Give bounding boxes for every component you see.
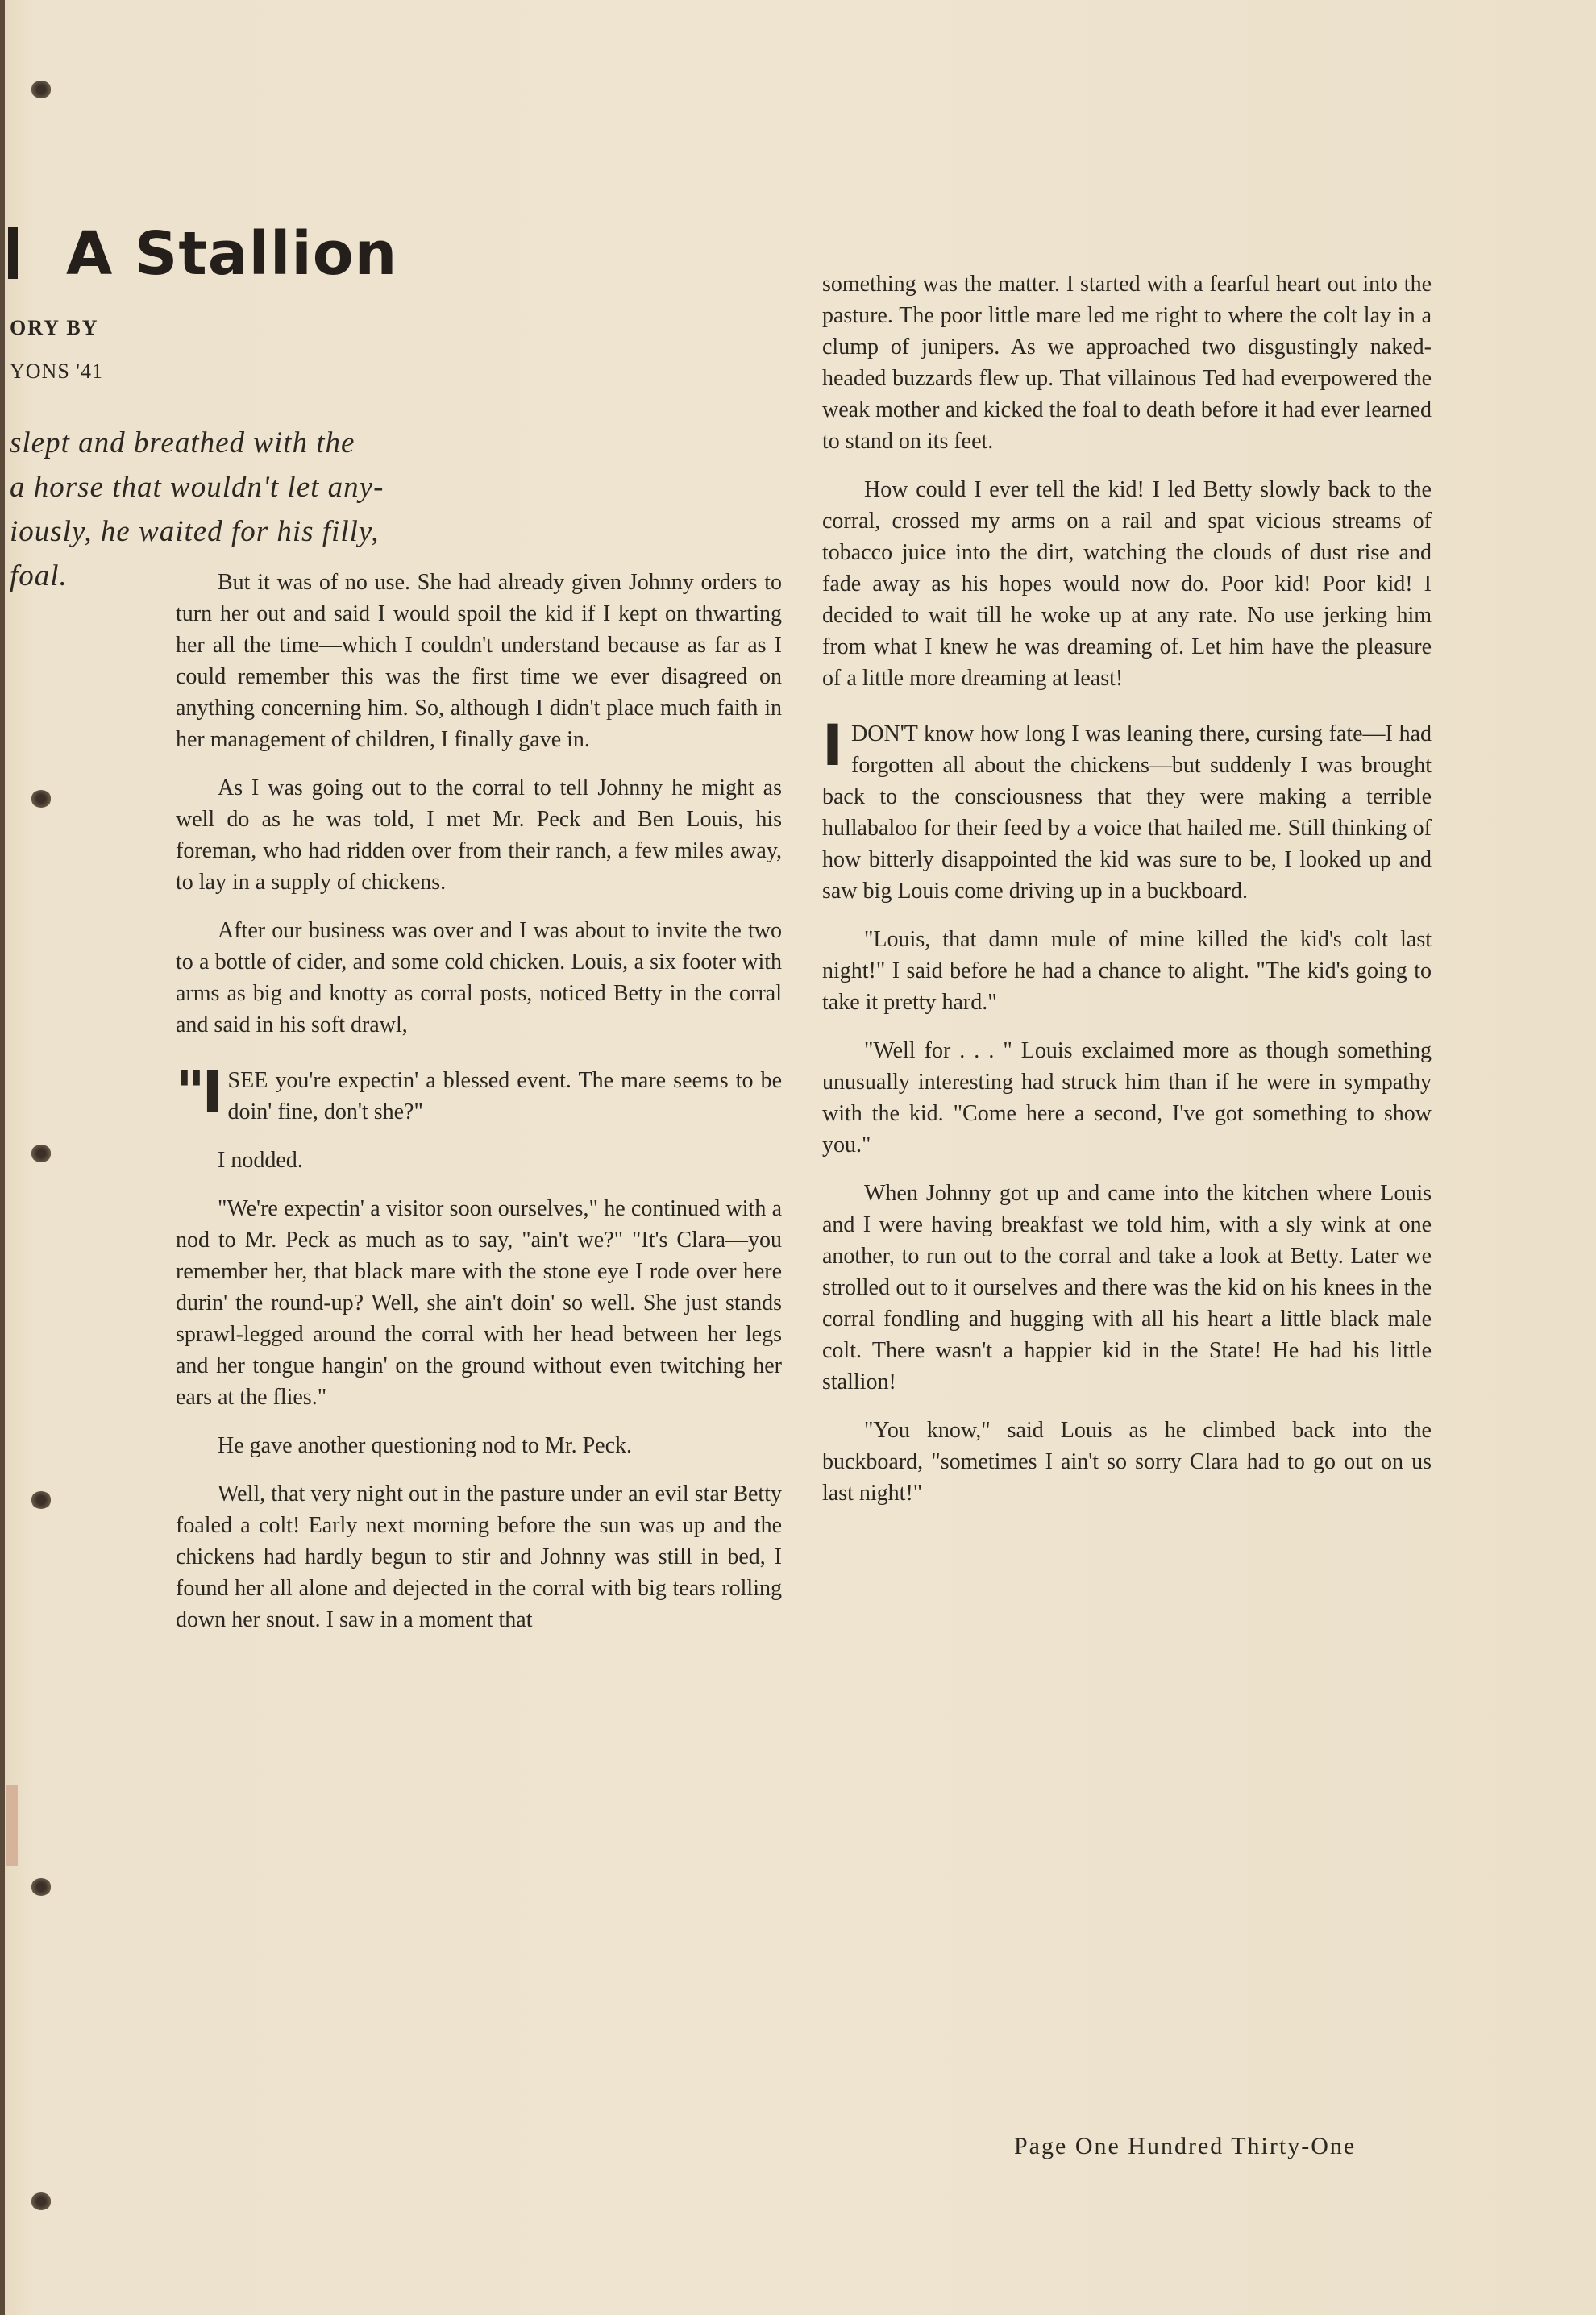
teaser-line: a horse that wouldn't let any- <box>10 471 384 504</box>
paragraph: "Well for . . . " Louis exclaimed more as though something unusually interesting had struck him than if he were in sympathy with the kid. "Come here a second, I've got something to show you." <box>822 1038 1432 1158</box>
drop-cap: I <box>822 713 844 779</box>
binding-hole <box>31 2192 52 2210</box>
page-number: Page One Hundred Thirty-One <box>1014 2133 1357 2159</box>
paragraph: "You know," said Louis as he climbed back into the buckboard, "sometimes I ain't so sorry Clara had to go out on us last night!" <box>822 1418 1432 1506</box>
binding-hole <box>31 1878 52 1896</box>
paragraph: He gave another questioning nod to Mr. Peck. <box>218 1433 633 1458</box>
paragraph-text: SEE you're expectin' a blessed event. The mare seems to be doin' fine, don't she?" <box>227 1068 782 1124</box>
right-column <box>822 268 1432 1526</box>
binding-hole <box>31 1145 52 1162</box>
binding-hole <box>31 790 52 808</box>
article-title-text: A Stallion <box>66 219 398 289</box>
binding-hole <box>31 81 52 98</box>
paragraph: something was the matter. I started with a fearful heart out into the pasture. The poor little mare led me right to where the colt lay in a clump of junipers. As we approached two disgustingly naked-headed buzzards flew up. That villainous Ted had everpowered the weak mother and kicked the foal to death before it had ever learned to stand on its feet. <box>822 272 1432 454</box>
paragraph: But it was of no use. She had already given Johnny orders to turn her out and said I would spoil the kid if I kept on thwarting her all the time—which I couldn't understand because as far as I could remember this was the first time we ever disagreed on anything concerning him. So, although I didn't place much faith in her management of children, I finally gave in. <box>176 570 782 752</box>
drop-cap: "I <box>176 1059 220 1125</box>
dropcap-paragraph <box>176 1059 782 1128</box>
paragraph: I nodded. <box>218 1148 303 1173</box>
paragraph: As I was going out to the corral to tell Johnny he might as well do as he was told, I met Mr. Peck and Ben Louis, his foreman, who had ridden over from their ranch, a few miles away, to lay in a supply of chickens. <box>176 775 782 895</box>
title-bar <box>8 227 18 279</box>
paragraph: "We're expectin' a visitor soon ourselves," he continued with a nod to Mr. Peck as much as to say, "ain't we?" "It's Clara—you remember her, that black mare with the stone eye I rode over here durin' the round-up? Well, she ain't doin' so well. She just stands sprawl-legged around the corral with her head between her legs and her tongue hangin' on the ground without even twitching her ears at the flies." <box>176 1196 782 1410</box>
paragraph: When Johnny got up and came into the kitchen where Louis and I were having breakfast we told him, with a sly wink at one another, to run out to the corral and take a look at Betty. Later we strolled out to it ourselves and there was the kid on his knees in the corral fondling and hugging with all his heart a little black male colt. There wasn't a happier kid in the State! He had his little stallion! <box>822 1181 1432 1394</box>
byline: ORY BY <box>10 316 99 339</box>
teaser-line: foal. <box>10 559 68 592</box>
dropcap-paragraph <box>822 713 1432 907</box>
teaser-line: iously, he waited for his filly, <box>10 515 380 548</box>
teaser-line: slept and breathed with the <box>10 426 355 459</box>
binding-hole <box>31 1491 52 1509</box>
left-column <box>176 567 782 1652</box>
stain-mark <box>6 1785 18 1866</box>
paragraph-text: DON'T know how long I was leaning there, cursing fate—I had forgotten all about the chickens—but suddenly I was brought back to the consciousness that they were making a terrible hullabaloo for their feed by a voice that hailed me. Still thinking of how bitterly disappointed the kid was sure to be, I looked up and saw big Louis come driving up in a buckboard. <box>822 721 1432 904</box>
paragraph: How could I ever tell the kid! I led Betty slowly back to the corral, crossed my arms on a rail and spat vicious streams of tobacco juice into the dirt, watching the clouds of dust rise and fade away as his hopes would now do. Poor kid! Poor kid! I decided to wait till he woke up at any rate. No use jerking him from what I knew he was dreaming of. Let him have the pleasure of a little more dreaming at least! <box>822 477 1432 691</box>
paragraph: "Louis, that damn mule of mine killed the kid's colt last night!" I said before he had a chance to alight. "The kid's going to take it pretty hard." <box>822 927 1432 1015</box>
class-line: YONS '41 <box>10 360 103 383</box>
paragraph: After our business was over and I was about to invite the two to a bottle of cider, and some cold chicken. Louis, a six footer with arms as big and knotty as corral posts, noticed Betty in the corral and said in his soft drawl, <box>176 918 782 1037</box>
page-edge <box>0 0 5 2315</box>
paragraph: Well, that very night out in the pasture under an evil star Betty foaled a colt! Early next morning before the sun was up and the chickens had hardly begun to stir and Johnny was still in bed, I found her all alone and dejected in the corral with big tears rolling down her snout. I saw in a moment that <box>176 1482 782 1632</box>
article-title <box>8 219 427 289</box>
